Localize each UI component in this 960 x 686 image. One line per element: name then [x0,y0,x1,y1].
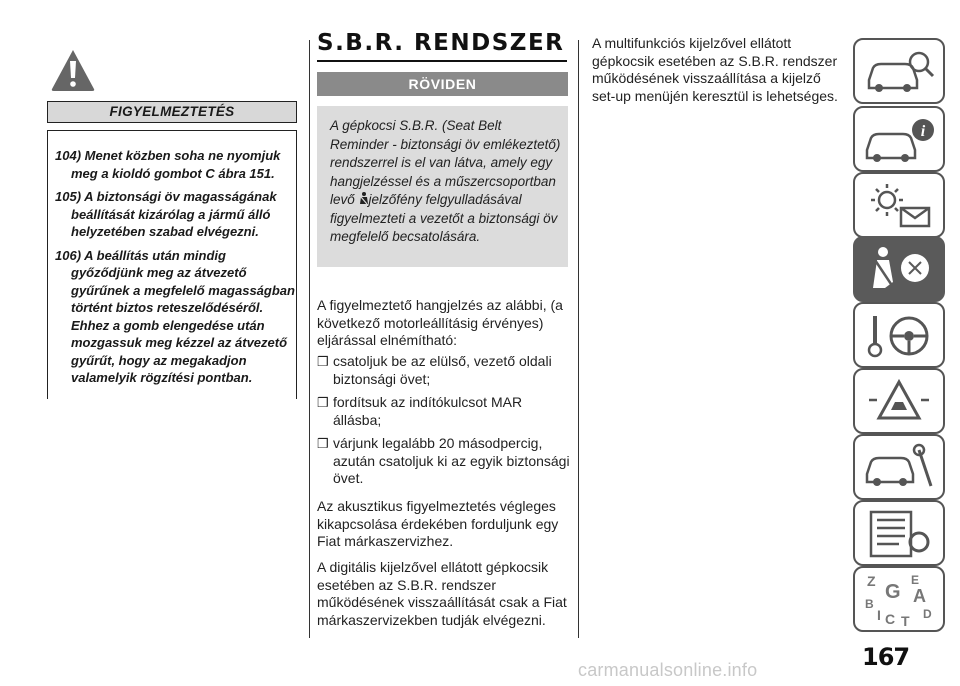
alphabet-index-icon [855,568,943,630]
steering-key-icon [855,304,943,366]
svg-text:G: G [885,581,901,603]
summary-text: A gépkocsi S.B.R. (Seat Belt Reminder - biztonsági öv emlékeztető) rendszerrel is el van látva, amely egy hangjelzéssel és a műszercsoportban levő jelzőfény felgyulladásával figyelmezteti a vezetőt a biztonsági öv megfelelő becsatolására. [330,118,561,244]
tab-starting-driving[interactable] [853,302,945,368]
svg-text:I: I [877,607,881,623]
bullet-box-icon: ❒ [317,395,329,410]
list-item: ❒ fordítsuk az indítókulcsot MAR állásba; [317,394,523,428]
list-item: ❒ várjunk legalább 20 másodpercig, azután csatoljuk ki az egyik biztonsági övet. [317,435,570,486]
svg-text:T: T [901,613,910,629]
disable-paragraph: Az akusztikus figyelmeztetés végleges kikapcsolása érdekében forduljunk egy Fiat márkaszervizhez. [317,498,559,549]
bullet-list [317,353,573,488]
warning-item-106: 106) A beállítás után mindig győződjünk meg az átvezető gyűrűnek a megfelelő magasságban történt biztos reteszelődéséről. Ehhez a gomb elengedése után mozgassuk meg kézzel az átvezető gyűrűt, hogy az megakadjon valamelyik rögzítési pontban. [55,247,295,385]
svg-text:i: i [920,123,926,140]
seatbelt-icon [359,192,369,206]
svg-text:Z: Z [867,573,876,589]
column-divider [578,40,579,638]
bullet-box-icon: ❒ [317,354,329,369]
warning-triangle-icon [50,48,96,92]
tab-index[interactable] [853,566,945,632]
tab-technical-data[interactable] [853,500,945,566]
warning-header: FIGYELMEZTETÉS [47,101,297,123]
car-maintenance-icon [855,436,943,498]
emergency-icon [855,370,943,432]
warning-item-105: 105) A biztonsági öv magasságának beállítását kizárólag a jármű álló helyzetében szabad elvégezni. [55,189,277,239]
car-info-icon [855,40,943,102]
multifunction-paragraph: A multifunkciós kijelzővel ellátott gépkocsik esetében az S.B.R. rendszer működésének visszaállítása a kijelző set-up menüjén keresztül is lehetséges. [592,35,838,104]
tab-instruments[interactable] [853,106,945,172]
svg-text:D: D [923,607,932,621]
digital-display-paragraph: A digitális kijelzővel ellátott gépkocsik esetében az S.B.R. rendszer működésének visszaállítását csak a Fiat márkaszervizekben tudják elvégezni. [317,559,567,628]
svg-text:C: C [885,611,896,627]
car-search-icon [855,108,943,170]
section-title: S.B.R. RENDSZER [317,30,565,56]
tab-warning-lights[interactable] [853,172,945,238]
tab-emergency[interactable] [853,368,945,434]
tab-safety[interactable] [853,236,945,302]
warning-lights-icon [855,174,943,236]
svg-text:E: E [911,573,920,587]
warning-item-104: 104) Menet közben soha ne nyomjuk meg a kioldó gombot C ábra 151. [55,148,281,181]
tab-maintenance[interactable] [853,434,945,500]
warning-box [47,130,297,399]
column-divider [309,40,310,638]
summary-header: RÖVIDEN [317,72,568,96]
watermark: carmanualsonline.info [578,660,758,680]
bullet-box-icon: ❒ [317,436,329,451]
list-item: ❒ csatoljuk be az elülső, vezető oldali biztonsági övet; [317,353,552,387]
svg-text:A: A [913,586,926,606]
svg-text:B: B [865,597,874,611]
tech-data-icon [855,502,943,564]
page-number: 167 [862,643,910,671]
title-rule [317,60,567,62]
tab-car-info[interactable] [853,38,945,104]
safety-airbag-icon [855,238,943,300]
intro-paragraph: A figyelmeztető hangjelzés az alábbi, (a következő motorleállításig érvényes) eljárással elnémítható: [317,297,563,348]
